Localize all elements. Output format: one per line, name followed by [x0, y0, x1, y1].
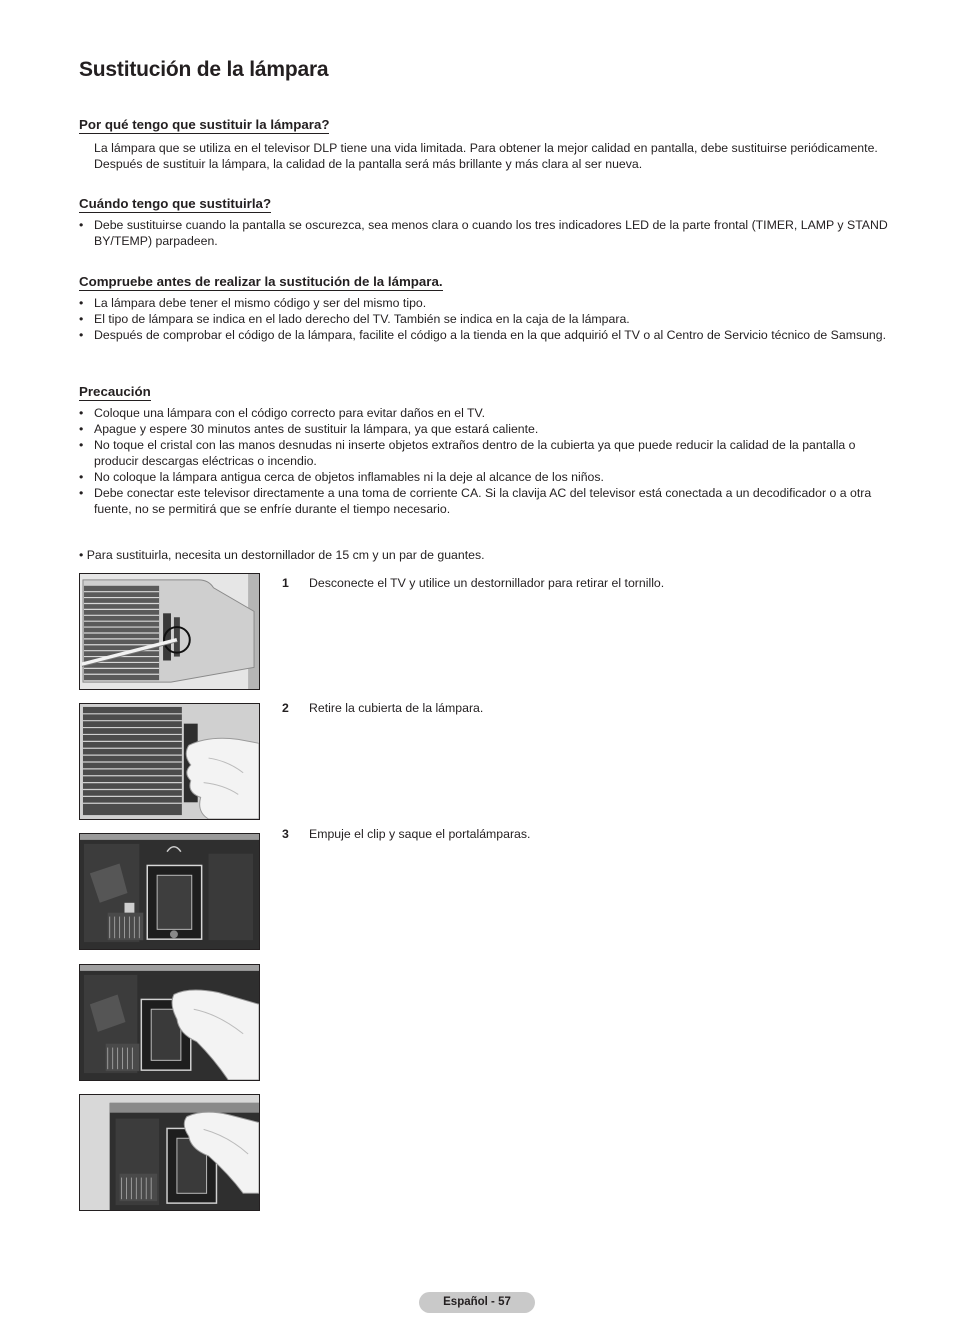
section-check-before [79, 273, 891, 343]
step-text: Retire la cubierta de la lámpara. [309, 701, 484, 715]
photo-hand-pulling-lamp-holder [79, 1094, 260, 1211]
list-item: • Coloque una lámpara con el código correcto para evitar daños en el TV. [79, 406, 486, 420]
list-item: • Apague y espere 30 minutos antes de sustituir la lámpara, ya que estará caliente. [79, 422, 539, 436]
section-heading: Por qué tengo que sustituir la lámpara? [79, 117, 330, 132]
list-item: • No coloque la lámpara antigua cerca de objetos inflamables ni la deje al alcance de los niños. [79, 470, 604, 484]
bullet-dot: • [79, 296, 84, 310]
section-heading: Compruebe antes de realizar la sustitución de la lámpara. [79, 274, 443, 289]
step-text: Empuje el clip y saque el portalámparas. [309, 827, 531, 841]
section-why-replace [79, 116, 891, 172]
step-number: 3 [282, 827, 289, 841]
bullet-dot: • [79, 218, 84, 232]
list-item: • La lámpara debe tener el mismo código y ser del mismo tipo. [79, 296, 427, 310]
step-3 [282, 826, 530, 842]
bullet-dot: • [79, 422, 84, 436]
step-number: 1 [282, 576, 289, 590]
list-item: • Después de comprobar el código de la lámpara, facilite el código a la tienda en la que adquirió el TV o al Centro de Servicio técnico de Samsung. [79, 328, 887, 342]
page-number-badge: Español - 57 [419, 1292, 535, 1313]
photo-hand-removing-lamp-cover [79, 703, 260, 820]
photo-screwdriver-removing-screw [79, 573, 260, 690]
bullet-list [79, 295, 891, 343]
list-item: • No toque el cristal con las manos desnudas ni inserte objetos extraños dentro de la cubierta ya que puede reducir la calidad de la pantalla o producir descargas eléctricas o incendio. [79, 438, 856, 468]
bullet-list [79, 405, 891, 517]
section-caution [79, 383, 891, 517]
bullet-dot: • [79, 486, 84, 500]
section-paragraph: La lámpara que se utiliza en el televisor DLP tiene una vida limitada. Para obtener la mejor calidad en pantalla, debe sustituirse periódicamente. Después de sustituir la lámpara, la calidad de la pantalla será más brillante y más clara al ser nueva. [94, 141, 878, 171]
section-when-replace [79, 195, 891, 249]
bullet-dot: • [79, 470, 84, 484]
step-text: Desconecte el TV y utilice un destornillador para retirar el tornillo. [309, 576, 665, 590]
section-heading: Cuándo tengo que sustituirla? [79, 196, 272, 211]
page-title: Sustitución de la lámpara [79, 58, 329, 81]
tools-note: • Para sustituirla, necesita un destornillador de 15 cm y un par de guantes. [79, 548, 485, 562]
step-1 [282, 575, 664, 591]
bullet-dot: • [79, 406, 84, 420]
step-number: 2 [282, 701, 289, 715]
bullet-dot: • [79, 438, 84, 452]
bullet-dot: • [79, 312, 84, 326]
section-heading: Precaución [79, 384, 151, 399]
list-item: • Debe sustituirse cuando la pantalla se oscurezca, sea menos clara o cuando los tres indicadores LED de la parte frontal (TIMER, LAMP y STAND BY/TEMP) parpadeen. [79, 218, 888, 248]
bullet-list [79, 217, 891, 249]
photo-hand-pushing-clip [79, 964, 260, 1081]
list-item: • El tipo de lámpara se indica en el lado derecho del TV. También se indica en la caja de la lámpara. [79, 312, 630, 326]
list-item: • Debe conectar este televisor directamente a una toma de corriente CA. Si la clavija AC del televisor está conectada a un decodificador o a otra fuente, no se permitirá que se enfríe durante el tiempo necesario. [79, 486, 872, 516]
step-2 [282, 700, 483, 716]
photo-lamp-holder-inside [79, 833, 260, 950]
bullet-dot: • [79, 328, 84, 342]
